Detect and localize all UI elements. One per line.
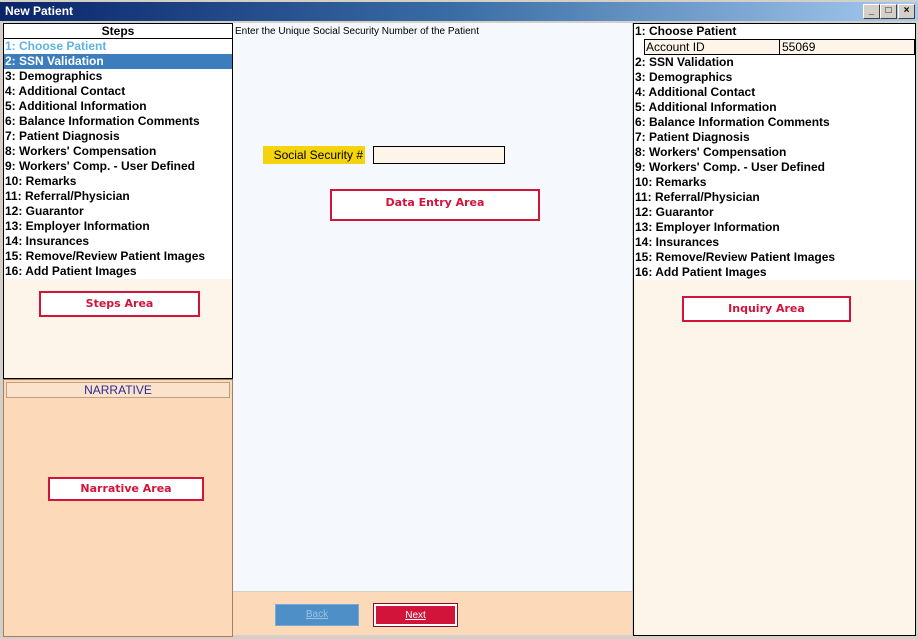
step-item[interactable]: 5: Additional Information xyxy=(5,99,147,113)
data-entry-area-label: Data Entry Area xyxy=(330,189,540,221)
inquiry-item: 16: Add Patient Images xyxy=(635,265,767,279)
step-item[interactable]: 15: Remove/Review Patient Images xyxy=(5,249,206,263)
account-id-row xyxy=(644,39,915,55)
step-item[interactable]: 6: Balance Information Comments xyxy=(5,114,200,128)
close-button[interactable]: × xyxy=(898,4,915,19)
step-item[interactable]: 9: Workers' Comp. - User Defined xyxy=(5,159,196,173)
inquiry-item: 8: Workers' Compensation xyxy=(635,145,787,159)
inquiry-panel xyxy=(633,23,916,636)
step-item[interactable]: 12: Guarantor xyxy=(5,204,84,218)
inquiry-item: 13: Employer Information xyxy=(635,220,780,234)
title-bar xyxy=(0,2,918,21)
back-button[interactable]: Back xyxy=(275,604,359,626)
inquiry-item: 12: Guarantor xyxy=(635,205,714,219)
step-item[interactable]: 14: Insurances xyxy=(5,234,90,248)
steps-list xyxy=(4,39,232,279)
button-bar xyxy=(233,592,632,635)
narrative-header: NARRATIVE xyxy=(6,382,230,398)
account-id-value: 55069 xyxy=(779,40,815,54)
step-item[interactable]: 4: Additional Contact xyxy=(5,84,126,98)
ssn-label: Social Security # xyxy=(263,146,365,164)
inquiry-list xyxy=(634,24,915,280)
step-item[interactable]: 16: Add Patient Images xyxy=(5,264,137,278)
minimize-button[interactable]: _ xyxy=(863,4,880,19)
step-item-active[interactable]: 2: SSN Validation xyxy=(4,54,232,69)
next-button[interactable]: Next xyxy=(374,604,457,626)
inquiry-item: 6: Balance Information Comments xyxy=(635,115,830,129)
inquiry-item: 11: Referral/Physician xyxy=(635,190,760,204)
inquiry-item: 9: Workers' Comp. - User Defined xyxy=(635,160,826,174)
inquiry-item: 15: Remove/Review Patient Images xyxy=(635,250,836,264)
narrative-panel xyxy=(3,379,233,637)
ssn-input[interactable] xyxy=(373,146,505,164)
inquiry-item: 14: Insurances xyxy=(635,235,720,249)
inquiry-item: 10: Remarks xyxy=(635,175,707,189)
step-item[interactable]: 11: Referral/Physician xyxy=(5,189,130,203)
instruction-text: Enter the Unique Social Security Number of the Patient xyxy=(235,26,480,37)
step-item[interactable]: 8: Workers' Compensation xyxy=(5,144,157,158)
inquiry-item: 3: Demographics xyxy=(635,70,733,84)
window-title: New Patient xyxy=(5,4,74,18)
steps-panel xyxy=(3,23,233,379)
data-entry-panel xyxy=(233,23,632,591)
narrative-area-label: Narrative Area xyxy=(48,477,204,501)
inquiry-item: 2: SSN Validation xyxy=(635,55,734,69)
maximize-button[interactable]: □ xyxy=(880,4,897,19)
step-item[interactable]: 7: Patient Diagnosis xyxy=(5,129,120,143)
step-item[interactable]: 13: Employer Information xyxy=(5,219,150,233)
inquiry-area-label: Inquiry Area xyxy=(682,296,851,322)
account-id-label: Account ID xyxy=(646,40,705,54)
inquiry-item: 7: Patient Diagnosis xyxy=(635,130,750,144)
step-item[interactable]: 1: Choose Patient xyxy=(5,39,107,53)
step-item[interactable]: 3: Demographics xyxy=(5,69,103,83)
inquiry-item: 5: Additional Information xyxy=(635,100,777,114)
step-item[interactable]: 10: Remarks xyxy=(5,174,77,188)
inquiry-item: 1: Choose Patient xyxy=(635,24,737,38)
inquiry-item: 4: Additional Contact xyxy=(635,85,756,99)
steps-area-label: Steps Area xyxy=(39,291,200,317)
steps-header: Steps xyxy=(4,24,232,39)
